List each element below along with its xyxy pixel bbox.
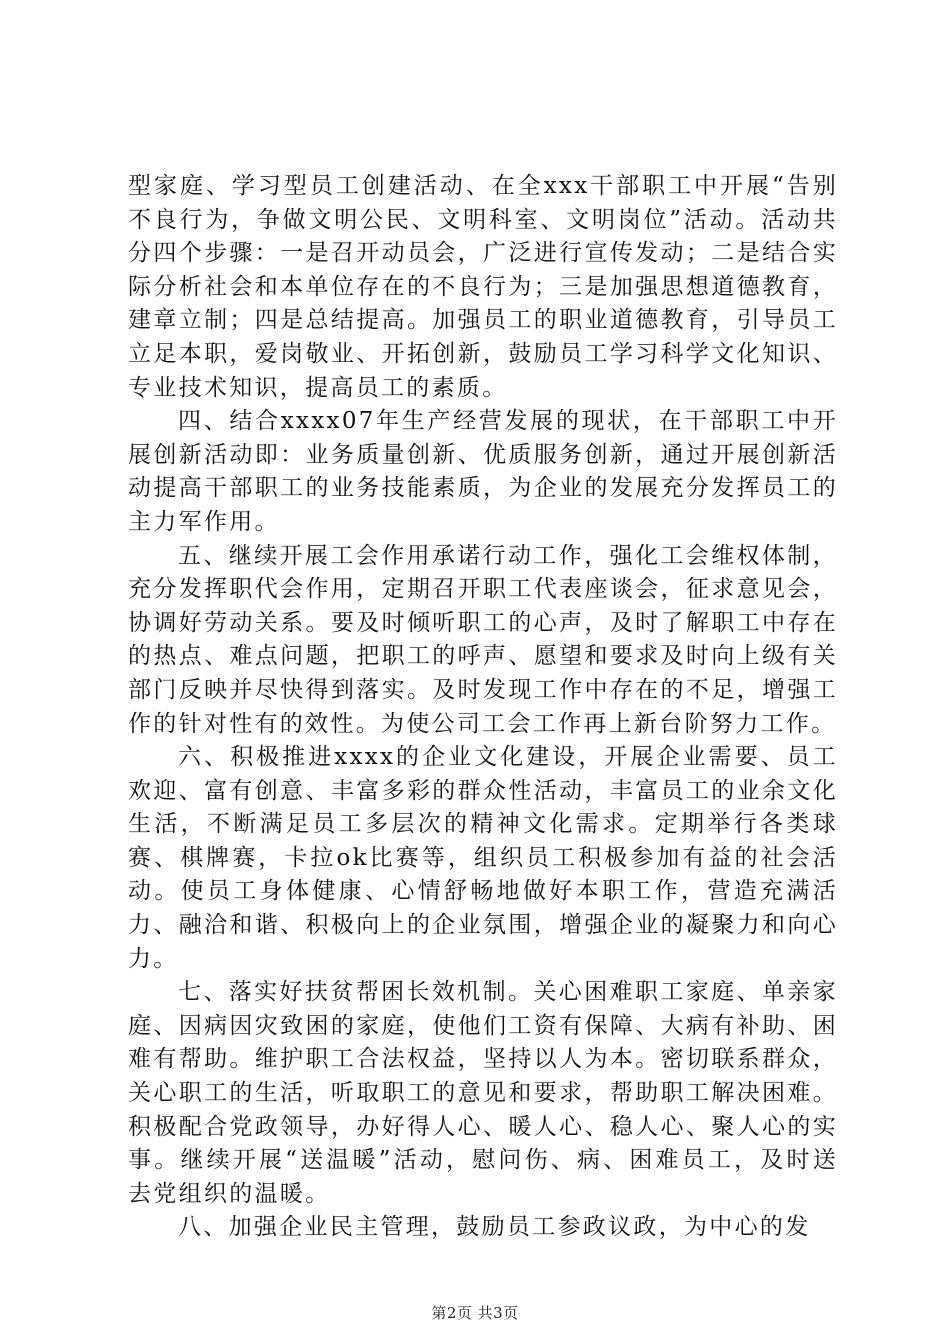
document-body — [128, 170, 838, 1245]
paragraph-continued: 型家庭、学习型员工创建活动、在全xxx干部职工中开展“告别不良行为，争做文明公民、文明科室、文明岗位”活动。活动共分四个步骤：一是召开动员会，广泛进行宣传发动；二是结合实际分析社会和本单位存在的不良行为；三是加强思想道德教育，建章立制；四是总结提高。加强员工的职业道德教育，引导员工立足本职，爱岗敬业、开拓创新，鼓励员工学习科学文化知识、专业技术知识，提高员工的素质。 — [128, 173, 838, 401]
page-footer: 第2页 共3页 — [431, 1304, 519, 1322]
paragraph-item-4: 四、结合xxxx07年生产经营发展的现状，在干部职工中开展创新活动即：业务质量创新、优质服务创新，通过开展创新活动提高干部职工的业务技能素质，为企业的发展充分发挥员工的主力军作用。 — [128, 408, 838, 535]
paragraph-item-6: 六、积极推进xxxx的企业文化建设，开展企业需要、员工欢迎、富有创意、丰富多彩的群众性活动，丰富员工的业余文化生活，不断满足员工多层次的精神文化需求。定期举行各类球赛、棋牌赛，卡拉ok比赛等，组织员工积极参加有益的社会活动。使员工身体健康、心情舒畅地做好本职工作，营造充满活力、融洽和谐、积极向上的企业氛围，增强企业的凝聚力和向心力。 — [128, 744, 838, 972]
paragraph-item-8: 八、加强企业民主管理，鼓励员工参政议政，为中心的发 — [178, 1214, 811, 1241]
paragraph-item-5: 五、继续开展工会作用承诺行动工作，强化工会维权体制，充分发挥职代会作用，定期召开职工代表座谈会，征求意见会，协调好劳动关系。要及时倾听职工的心声，及时了解职工中存在的热点、难点问题，把职工的呼声、愿望和要求及时向上级有关部门反映并尽快得到落实。及时发现工作中存在的不足，增强工作的针对性有的效性。为使公司工会工作再上新台阶努力工作。 — [128, 542, 838, 737]
paragraph-item-7: 七、落实好扶贫帮困长效机制。关心困难职工家庭、单亲家庭、因病因灾致困的家庭，使他们工资有保障、大病有补助、困难有帮助。维护职工合法权益，坚持以人为本。密切联系群众，关心职工的生活，听取职工的意见和要求，帮助职工解决困难。积极配合党政领导，办好得人心、暖人心、稳人心、聚人心的实事。继续开展“送温暖”活动，慰问伤、病、困难员工，及时送去党组织的温暖。 — [128, 979, 838, 1207]
